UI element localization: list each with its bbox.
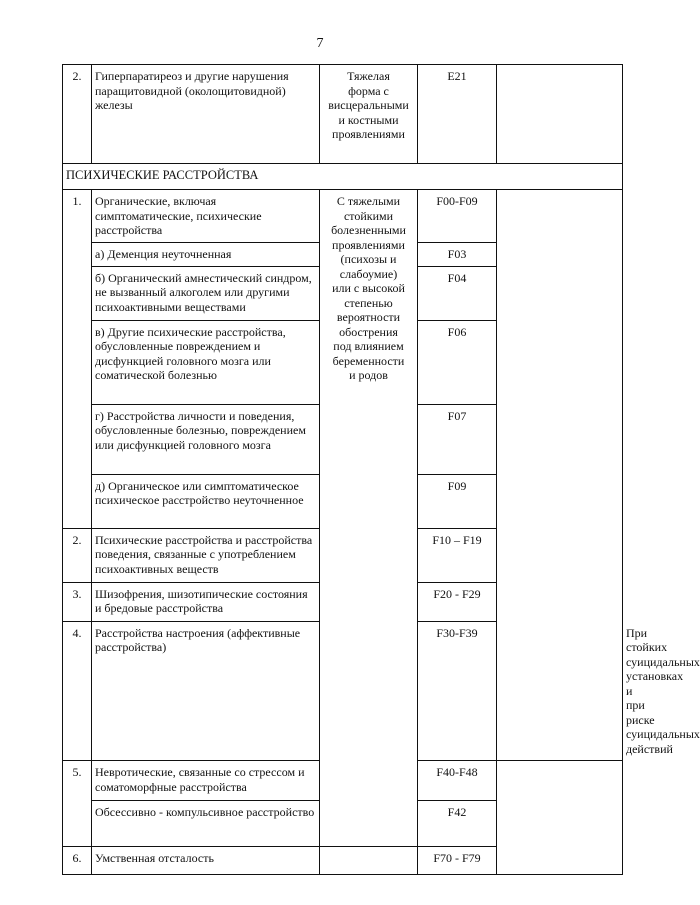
icd-code: F07 [418,404,497,474]
icd-code: F04 [418,266,497,320]
row-number: 3. [63,582,92,621]
disease-name: Обсессивно - компульсивное расстройство [92,801,320,847]
icd-code: F03 [418,242,497,266]
icd-code: E21 [418,65,497,164]
row-number: 5. [63,761,92,847]
icd-code: F09 [418,474,497,528]
disease-name: Расстройства настроения (аффективные расстройства) [92,621,320,761]
condition-cell [320,847,418,875]
disease-name: Невротические, связанные со стрессом и соматоморфные расстройства [92,761,320,801]
disease-name: Органические, включая симптоматические, психические расстройства [92,190,320,243]
disease-name: Психические расстройства и расстройства поведения, связанные с употреблением психоактивных веществ [92,528,320,582]
table-row [63,65,623,164]
icd-code: F20 - F29 [418,582,497,621]
icd-code: F00-F09 [418,190,497,243]
disease-name: Шизофрения, шизотипические состояния и бредовые расстройства [92,582,320,621]
table-row [63,190,623,243]
condition-cell: Тяжелая форма с висцеральными и костными проявлениями [320,65,418,164]
disease-name: д) Органическое или симптоматическое психическое расстройство неуточненное [92,474,320,528]
note-cell [497,761,623,875]
row-number: 1. [63,190,92,529]
disease-table [62,64,700,875]
disease-name: б) Органический амнестический синдром, не вызванный алкоголем или другими психоактивными веществами [92,266,320,320]
row-number: 2. [63,528,92,582]
disease-name: г) Расстройства личности и поведения, обусловленные болезнью, повреждением или дисфункцией головного мозга [92,404,320,474]
disease-name: в) Другие психические расстройства, обусловленные повреждением и дисфункцией головного мозга или соматической болезнью [92,320,320,404]
disease-name: а) Деменция неуточненная [92,242,320,266]
condition-cell: С тяжелыми стойкими болезненными проявлениями (психозы и слабоумие) или с высокой степенью вероятности обострения под влиянием беременности и родов [320,190,418,847]
icd-code: F42 [418,801,497,847]
row-number: 4. [63,621,92,761]
icd-code: F30-F39 [418,621,497,761]
disease-name: Гиперпаратиреоз и другие нарушения паращитовидной (околощитовидной) железы [92,65,320,164]
icd-code: F06 [418,320,497,404]
section-title: ПСИХИЧЕСКИЕ РАССТРОЙСТВА [63,164,623,190]
disease-name: Умственная отсталость [92,847,320,875]
icd-code: F70 - F79 [418,847,497,875]
icd-code: F40-F48 [418,761,497,801]
icd-code: F10 – F19 [418,528,497,582]
row-number: 2. [63,65,92,164]
note-cell [497,190,623,761]
page-number: 7 [316,36,324,51]
table-row: 4. Расстройства настроения (аффективные расстройства) F30-F39 При стойких суицидальных установках и при риске суицидальных действий [63,621,623,761]
section-row [63,164,623,190]
row-number: 6. [63,847,92,875]
note-cell [497,65,623,164]
